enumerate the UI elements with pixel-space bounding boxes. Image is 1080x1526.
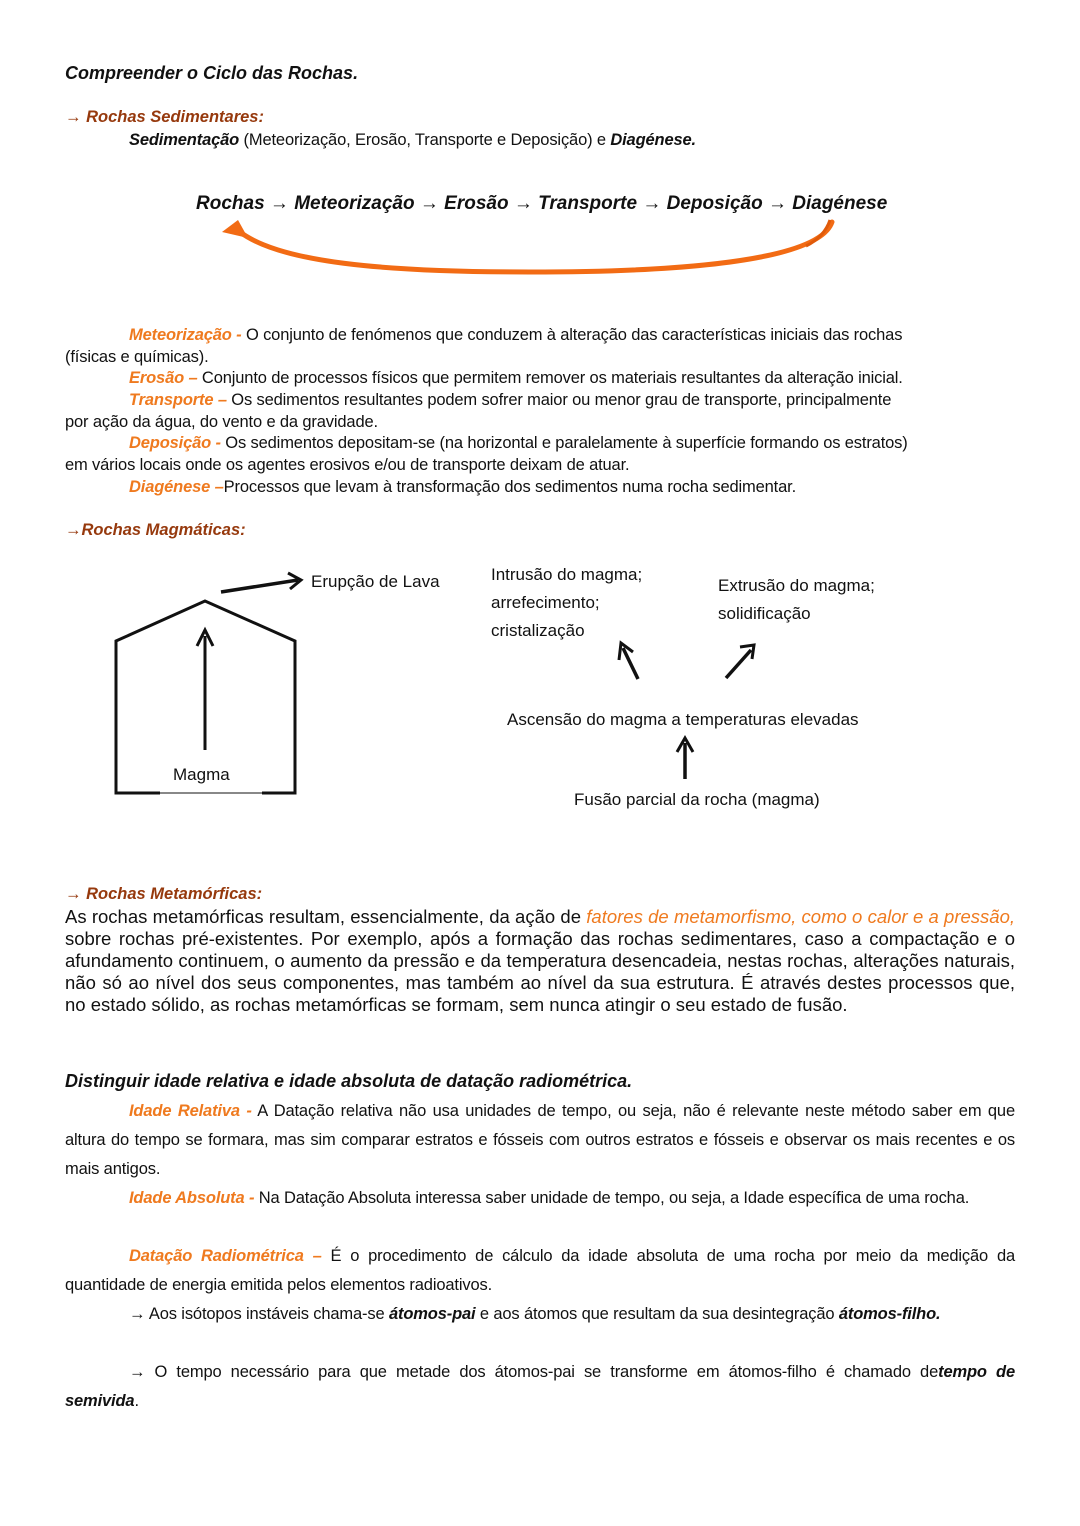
heading-igneous-rocks: →Rochas Magmáticas: xyxy=(65,521,246,539)
flow-step: Deposição xyxy=(666,193,763,214)
item-text: A Datação relativa não usa unidades de tempo, ou seja, não é relevante neste método saber em que altura do tempo se formara, mas sim comparar estratos e fósseis com outros estratos e fósseis e observar os mais recentes e os mais antigos. xyxy=(65,1102,1015,1178)
heading-metamorphic-rocks: → Rochas Metamórficas: xyxy=(65,885,263,903)
magma-label: Magma xyxy=(173,765,230,784)
item-text: É o procedimento de cálculo da idade absoluta de uma rocha por meio da medição da quantidade de energia emitida pelos elementos radioativos. xyxy=(65,1247,1015,1294)
note-parent-daughter-atoms xyxy=(65,1300,1015,1329)
definition-text: Os sedimentos resultantes podem sofrer maior ou menor grau de transporte, principalmente xyxy=(226,391,892,409)
flow-step: Diagénese xyxy=(792,193,888,214)
definition-text-cont: por ação da água, do vento e da gravidade. xyxy=(65,412,378,431)
note-text: Aos isótopos instáveis chama-se xyxy=(145,1305,389,1323)
daughter-atoms-term: átomos-filho. xyxy=(838,1305,941,1323)
intrusion-label xyxy=(491,561,642,645)
half-life-term: tempo de semivida xyxy=(65,1363,1015,1410)
flow-step: Rochas xyxy=(196,193,265,214)
definition-term: Erosão – xyxy=(129,369,198,387)
definition-term: Meteorização - xyxy=(129,326,242,344)
flow-arrow-icon: → xyxy=(419,193,439,214)
paragraph-text: sobre rochas pré-existentes. Por exemplo, após a formação das rochas sedimentares, caso a compactação e o afundamento continuem, o aumento da pressão e da temperatura desencadeia, nestas rochas, alterações naturais, não só ao nível dos seus componentes, mas também ao nível da sua estrutura. É através destes processos que, no estado sólido, as rochas metamórficas se formam, sem nunca atingir o seu estado de fusão. xyxy=(65,928,1015,1015)
flow-arrow-icon: → xyxy=(642,193,662,214)
intrusion-line: arrefecimento; xyxy=(491,593,600,612)
definition-text: Processos que levam à transformação dos sedimentos numa rocha sedimentar. xyxy=(223,478,796,496)
arrow-right-icon: → xyxy=(129,1363,146,1381)
definition-text-cont: (físicas e químicas). xyxy=(65,347,209,366)
item-term: Idade Absoluta - xyxy=(129,1189,255,1207)
flow-arrow-icon: → xyxy=(513,193,533,214)
note-text: O tempo necessário para que metade dos átomos-pai se transforme em átomos-filho é chamado de xyxy=(145,1363,939,1381)
definition-term: Transporte – xyxy=(129,391,227,409)
note-text: . xyxy=(134,1392,139,1410)
item-text: Na Datação Absoluta interessa saber unidade de tempo, ou seja, a Idade específica de uma rocha. xyxy=(254,1189,970,1207)
item-relative-age xyxy=(65,1097,1015,1184)
extrusion-label xyxy=(718,572,875,628)
definition-text: Conjunto de processos físicos que permitem remover os materiais resultantes da alteração inicial. xyxy=(197,369,903,387)
eruption-label: Erupção de Lava xyxy=(311,572,440,591)
definition-text: O conjunto de fenómenos que conduzem à alteração das características iniciais das rochas xyxy=(241,326,903,344)
item-absolute-age xyxy=(65,1184,1015,1213)
flow-arrow-icon: → xyxy=(767,193,787,214)
paragraph-text: As rochas metamórficas resultam, essencialmente, da ação de xyxy=(65,906,587,927)
item-radiometric-dating xyxy=(65,1242,1015,1300)
definition-text-cont: em vários locais onde os agentes erosivos e/ou de transporte deixam de atuar. xyxy=(65,455,630,474)
arrow-right-icon: → xyxy=(129,1305,146,1323)
sedimentation-summary-text: (Meteorização, Erosão, Transporte e Deposição) e xyxy=(239,131,611,149)
extrusion-line: solidificação xyxy=(718,604,811,623)
flow-step: Meteorização xyxy=(294,193,415,214)
item-term: Datação Radiométrica – xyxy=(129,1247,322,1265)
item-term: Idade Relativa - xyxy=(129,1102,252,1120)
definition-text: Os sedimentos depositam-se (na horizontal e paralelamente à superfície formando os estratos) xyxy=(220,434,908,452)
section-title-rock-cycle: Compreender o Ciclo das Rochas. xyxy=(65,63,359,83)
note-half-life xyxy=(65,1358,1015,1416)
definition-term: Diagénese – xyxy=(129,478,224,496)
section-title-dating: Distinguir idade relativa e idade absoluta de datação radiométrica. xyxy=(65,1071,633,1091)
ascension-label: Ascensão do magma a temperaturas elevadas xyxy=(507,710,859,729)
diagenesis-term: Diagénese. xyxy=(610,131,696,149)
flow-step: Transporte xyxy=(538,193,638,214)
heading-sedimentary-rocks: → Rochas Sedimentares: xyxy=(65,108,264,126)
fusion-label: Fusão parcial da rocha (magma) xyxy=(574,790,820,809)
note-text: e aos átomos que resultam da sua desintegração xyxy=(475,1305,839,1323)
flow-arrow-icon: → xyxy=(269,193,289,214)
metamorphic-paragraph xyxy=(65,906,1015,1016)
intrusion-line: cristalização xyxy=(491,621,585,640)
extrusion-line: Extrusão do magma; xyxy=(718,576,875,595)
flow-step: Erosão xyxy=(444,193,509,214)
parent-atoms-term: átomos-pai xyxy=(388,1305,476,1323)
sedimentation-term: Sedimentação xyxy=(129,131,240,149)
definition-term: Deposição - xyxy=(129,434,221,452)
metamorphism-factors-highlight: fatores de metamorfismo, como o calor e a pressão, xyxy=(586,906,1015,927)
intrusion-line: Intrusão do magma; xyxy=(491,565,643,584)
